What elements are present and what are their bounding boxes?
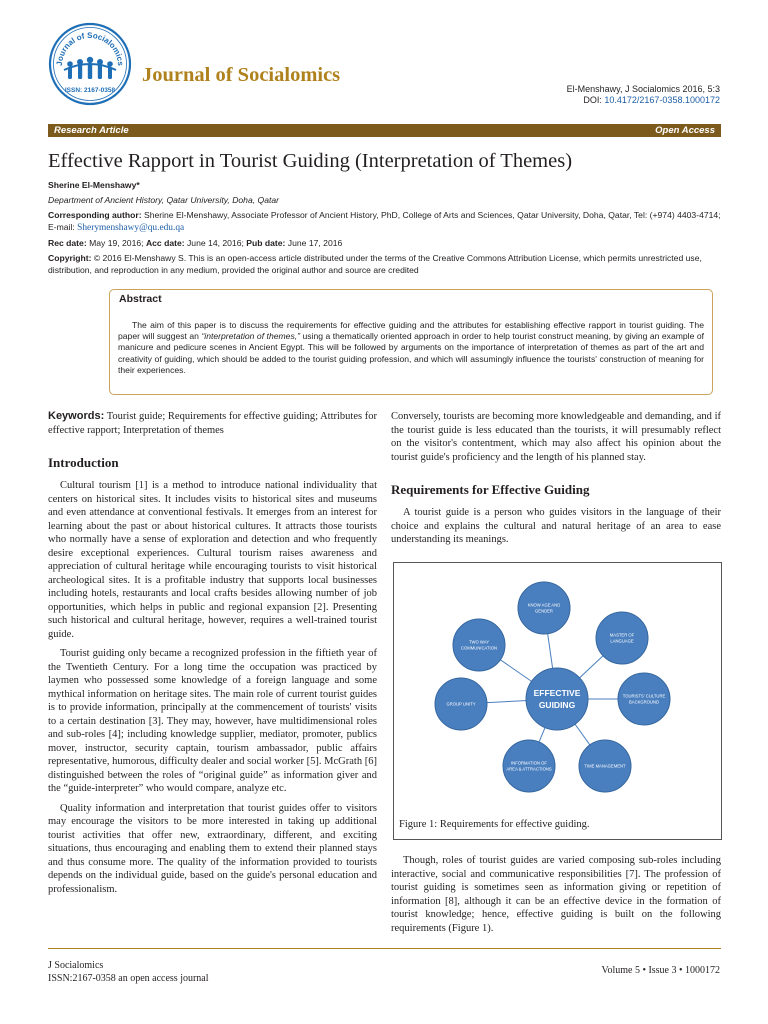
after-figure-paragraph: Though, roles of tourist guides are varied composing sub-roles including interactive, social and communicative responsibilities [7]. The profession of tourist guiding is sometimes seen as information giving or repetition of information [8], although it can be an effective device in the formation of tourist knowledge; hence, effective guiding is built on the following requirements (Figure 1). xyxy=(391,855,721,934)
abstract-heading: Abstract xyxy=(119,293,162,305)
copyright-text: © 2016 El-Menshawy S. This is an open-access article distributed under the terms of the Creative Commons Attribution License, which permits unrestricted use, distribution, and reproduction in any medium, provided the original author and source are credited xyxy=(48,253,702,275)
requirement-node-label: MASTER OF xyxy=(609,632,635,638)
corr-text: Sherine El-Menshawy, Associate Professor of Ancient History, PhD, College of Arts and Sciences, Qatar University, Doha, Qatar, Tel: (+974) 4403-4714; E-mail: xyxy=(48,210,721,232)
citation-line: El-Menshawy, J Socialomics 2016, 5:3 xyxy=(566,84,720,94)
requirement-node-label: COMMUNICATION xyxy=(461,645,497,651)
center-node xyxy=(526,668,588,730)
requirement-node-label: GENDER xyxy=(535,608,553,614)
right-column xyxy=(391,410,721,547)
requirements-heading: Requirements for Effective Guiding xyxy=(391,482,590,497)
rec-label: Rec date: xyxy=(48,238,87,248)
doi-line xyxy=(567,95,720,106)
center-label-line1: EFFECTIVE xyxy=(533,688,581,698)
pub-label: Pub date: xyxy=(246,238,286,248)
requirement-node-5 xyxy=(435,678,487,730)
requirement-node-6 xyxy=(453,619,505,671)
right-paragraph-1: Conversely, tourists are becoming more knowledgeable and demanding, and if the tourist guide is less educated than the tourists, it will presumably reflect on the visitor's contentment, which may also affect his opinion about the tourist guide's proficiency and the length of his planned stay. xyxy=(391,411,721,463)
keywords-label: Keywords: xyxy=(48,410,105,422)
copyright-notice xyxy=(48,253,724,276)
requirements-diagram xyxy=(397,566,718,814)
requirement-node-1 xyxy=(596,612,648,664)
logo-issn-text: ISSN: 2167-0358 xyxy=(64,87,116,94)
requirement-node-label: LANGUAGE xyxy=(610,638,634,644)
footer-issn: ISSN:2167-0358 an open access journal xyxy=(48,973,209,984)
figure-1 xyxy=(393,562,722,840)
requirement-node-label: TOURISTS' CULTURE xyxy=(622,693,666,699)
requirement-node-label: TWO WAY xyxy=(468,639,490,645)
requirement-node-label: AREA & ATTRACTIONS xyxy=(506,766,552,772)
intro-paragraph-3: Quality information and interpretation that tourist guides offer to visitors may encourage the visitors to be more interested in taking up additional tourist activities that offer new, extraordinary, different, and exciting situations, thus encouraging and enabling them to extend their planned stays and thus consume more. The quality of the information provided to tourists depends on the individual guide, based on the guide's personal education and professionalism. xyxy=(48,802,377,895)
requirement-node-label: KNOW AGE AND xyxy=(527,602,561,608)
acc-value: June 14, 2016; xyxy=(184,238,247,248)
requirement-node-label: GROUP UNITY xyxy=(446,701,476,707)
doi-label: DOI: xyxy=(583,95,605,105)
figure-caption-text: Requirements for effective guiding. xyxy=(437,819,590,830)
center-label-line2: GUIDING xyxy=(538,700,576,710)
footer-rule xyxy=(48,948,721,949)
figure-caption xyxy=(399,819,590,830)
author-line: Sherine El-Menshawy* xyxy=(48,180,140,190)
open-access-label: Open Access xyxy=(655,125,715,136)
journal-title: Journal of Socialomics xyxy=(142,64,341,86)
citation-block xyxy=(567,84,720,106)
corr-label: Corresponding author: xyxy=(48,210,142,220)
affiliation-line: Department of Ancient History, Qatar University, Doha, Qatar xyxy=(48,195,280,205)
research-article-label: Research Article xyxy=(54,125,129,136)
article-title: Effective Rapport in Tourist Guiding (Interpretation of Themes) xyxy=(48,150,573,172)
requirement-node-3 xyxy=(579,740,631,792)
footer-left xyxy=(48,959,209,985)
corresponding-author xyxy=(48,210,724,234)
abstract-text xyxy=(118,320,704,376)
abstract-text-part-b: using a thematically oriented approach in order to help tourist construct meaning, by giving an example of manicure and pedicure scenes in Ancient Egypt. This will be followed by arguments on the importance of interpretation of themes as part of the art and creativity of guiding, which should be added to the tourist guiding profession, and which will assumingly influence the tourists' construction of meaning for their experiences. xyxy=(118,331,705,375)
doi-link[interactable]: 10.4172/2167-0358.1000172 xyxy=(604,95,720,105)
figure-caption-label: Figure 1: xyxy=(399,819,438,830)
logo-arc-text: Journal of Socialomics xyxy=(54,30,126,67)
requirement-node-2 xyxy=(618,673,670,725)
dates-line xyxy=(48,238,724,250)
pub-value: June 17, 2016 xyxy=(285,238,343,248)
article-type-band xyxy=(48,124,721,137)
right-column-lower xyxy=(391,854,721,935)
introduction-heading: Introduction xyxy=(48,455,119,470)
requirement-node-4 xyxy=(503,740,555,792)
abstract-emphasis: “interpretation of themes,” xyxy=(201,331,300,342)
rec-value: May 19, 2016; xyxy=(86,238,146,248)
abstract-box xyxy=(109,289,713,395)
intro-paragraph-2: Tourist guiding only became a recognized profession in the fiftieth year of the Twentieth Century. For a long time the occupation was practiced by laymen who possessed some knowledge of a foreign language and some mythical information on heritage sites. The main role of current tourist guides is to provide information, principally at the commencement of tourists' visits to a certain destination [3]. They may, however, have multidimensional roles and sub-roles [4]; including knowledge supplier, mediator, promoter, publics mover, instructor, security captain, tourism ambassador, public affairs representative, humorous, difficulty dealer and social worker [5]. McGrath [6] distinguished between the roles of “original guide” as information giver and the “guide-interpreter” who would compare, analyze etc. xyxy=(48,648,377,794)
footer-journal: J Socialomics xyxy=(48,960,104,971)
requirement-node-0 xyxy=(518,582,570,634)
abstract-text-part-a: The aim of this paper is to discuss the requirements for effective guiding and the attributes for establishing effective rapport in tourist guiding. The paper will suggest an xyxy=(118,320,704,342)
journal-logo xyxy=(48,22,132,106)
acc-label: Acc date: xyxy=(145,238,185,248)
intro-paragraph-1: Cultural tourism [1] is a method to introduce national individuality that centers on historical sites. It includes visits to historical sites and museums and even attendance at conventional festivals. It emerges from an interest for learning about the past or about historical cultures. It attracts those tourists who normally have a sense of exploration and detection and who frequently desire exceptional experiences. Cultural tourism raises awareness and appreciation of cultural heritage while encouraging tourists to visit historical archeological sites. It is a profitable industry that supports local businesses including hotels, restaurants and local crafts besides allowing number of job opportunities, which helps in public and regional expansion [2]. Presenting such historical and cultural heritage, however, requires a well-trained tourist guide. xyxy=(48,480,377,640)
copyright-label: Copyright: xyxy=(48,253,92,263)
requirement-node-label: INFORMATION OF xyxy=(511,760,547,766)
keywords-paragraph xyxy=(48,410,377,437)
requirement-node-label: BACKGROUND xyxy=(628,699,660,705)
requirement-node-label: TIME MANAGEMENT xyxy=(584,763,626,769)
footer-volume-issue: Volume 5 • Issue 3 • 1000172 xyxy=(601,965,720,976)
keywords-text: Tourist guide; Requirements for effective guiding; Attributes for effective rapport; Interpretation of themes xyxy=(48,411,377,436)
requirements-paragraph: A tourist guide is a person who guides visitors in the language of their choice and explains the cultural and natural heritage of an area to ease understanding its meanings. xyxy=(391,507,721,545)
left-column xyxy=(48,410,377,896)
email-link[interactable]: Sherymenshawy@qu.edu.qa xyxy=(77,222,185,233)
